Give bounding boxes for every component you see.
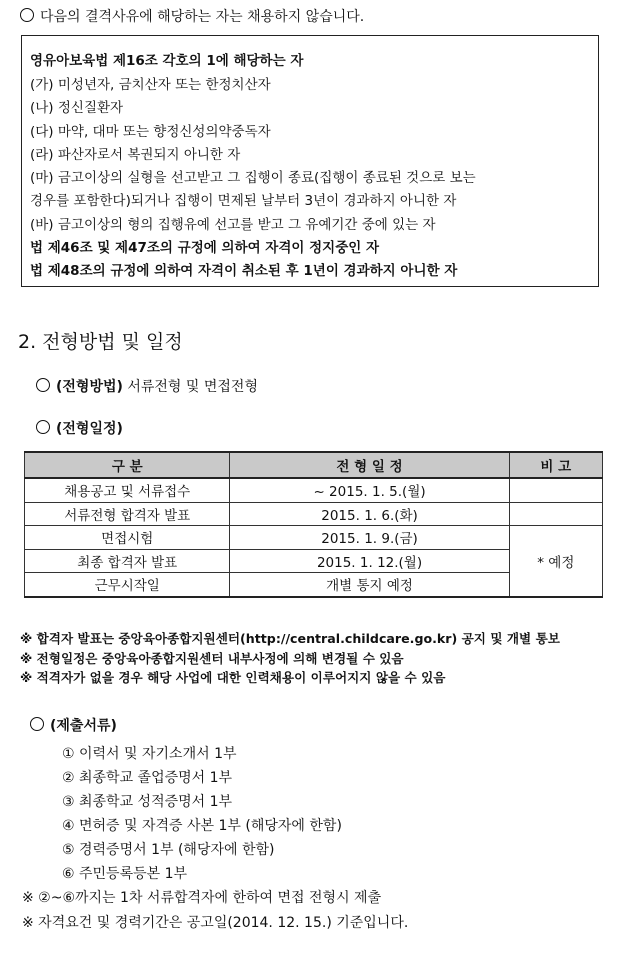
box-item: 경우를 포함한다)되거나 집행이 면제된 날부터 3년이 경과하지 아니한 자 <box>30 193 457 209</box>
box-item: (나) 정신질환자 <box>30 100 124 116</box>
table-cell-date: 2015. 1. 12.(월) <box>230 549 509 573</box>
table-cell-date: 2015. 1. 6.(화) <box>230 502 509 526</box>
method-line <box>36 376 258 396</box>
header-cell: 구 분 <box>25 452 230 478</box>
table-cell-remark <box>509 478 602 502</box>
header-cell: 비 고 <box>509 452 602 478</box>
disqualification-box <box>21 35 599 287</box>
footer-note: ※ ②~⑥까지는 1차 서류합격자에 한하여 면접 전형시 제출 <box>22 890 382 906</box>
table-cell-date: 개별 통지 예정 <box>230 573 509 597</box>
documents-line <box>30 715 117 735</box>
box-law-line: 법 제46조 및 제47조의 규정에 의하여 자격이 정지중인 자 <box>30 240 380 256</box>
schedule-line <box>36 418 123 438</box>
document-item: ③ 최종학교 성적증명서 1부 <box>62 794 233 810</box>
circle-bullet-icon <box>20 8 34 22</box>
table-cell-date: ~ 2015. 1. 5.(월) <box>230 478 509 502</box>
box-item: (마) 금고이상의 실형을 선고받고 그 집행이 종료(집행이 종료된 것으로 보는 <box>30 170 476 186</box>
table-cell-remark <box>509 502 602 526</box>
intro-text: 다음의 결격사유에 해당하는 자는 채용하지 않습니다. <box>40 9 365 25</box>
table-cell-remark: * 예정 <box>509 526 602 597</box>
table-cell-item: 서류전형 합격자 발표 <box>25 502 230 526</box>
document-item: ① 이력서 및 자기소개서 1부 <box>62 746 237 762</box>
section-title: 2. 전형방법 및 일정 <box>18 331 183 353</box>
schedule-label: (전형일정) <box>56 421 123 437</box>
table-row <box>25 478 603 502</box>
note-line: ※ 전형일정은 중앙육아종합지원센터 내부사정에 의해 변경될 수 있음 <box>20 651 404 666</box>
table-cell-date: 2015. 1. 9.(금) <box>230 526 509 550</box>
box-item: (가) 미성년자, 금치산자 또는 한정치산자 <box>30 77 271 93</box>
circle-bullet-icon <box>36 378 50 392</box>
footer-note: ※ 자격요건 및 경력기간은 공고일(2014. 12. 15.) 기준입니다. <box>22 915 409 931</box>
table-row <box>25 502 603 526</box>
document-item: ② 최종학교 졸업증명서 1부 <box>62 770 233 786</box>
table-cell-item: 채용공고 및 서류접수 <box>25 478 230 502</box>
table-cell-item: 면접시험 <box>25 526 230 550</box>
document-item: ⑤ 경력증명서 1부 (해당자에 한함) <box>62 842 275 858</box>
box-item: (다) 마약, 대마 또는 향정신성의약중독자 <box>30 124 271 140</box>
note-line: ※ 적격자가 없을 경우 해당 사업에 대한 인력채용이 이루어지지 않을 수 있음 <box>20 670 446 685</box>
intro-line <box>20 6 364 26</box>
box-law-line: 법 제48조의 규정에 의하여 자격이 취소된 후 1년이 경과하지 아니한 자 <box>30 263 458 279</box>
circle-bullet-icon <box>30 717 44 731</box>
method-text: 서류전형 및 면접전형 <box>127 379 258 395</box>
documents-label: (제출서류) <box>50 718 117 734</box>
box-item: (라) 파산자로서 복권되지 아니한 자 <box>30 147 241 163</box>
table-header-row <box>25 452 603 478</box>
method-label: (전형방법) <box>56 379 123 395</box>
circle-bullet-icon <box>36 420 50 434</box>
box-item: (바) 금고이상의 형의 집행유예 선고를 받고 그 유예기간 중에 있는 자 <box>30 217 436 233</box>
table-row <box>25 526 603 550</box>
header-cell: 전 형 일 정 <box>230 452 509 478</box>
document-item: ④ 면허증 및 자격증 사본 1부 (해당자에 한함) <box>62 818 342 834</box>
note-line: ※ 합격자 발표는 중앙육아종합지원센터(http://central.childcare.go.kr) 공지 및 개별 통보 <box>20 631 560 646</box>
schedule-table <box>24 451 603 598</box>
table-cell-item: 근무시작일 <box>25 573 230 597</box>
document-item: ⑥ 주민등록등본 1부 <box>62 866 188 882</box>
box-heading: 영유아보육법 제16조 각호의 1에 해당하는 자 <box>30 53 304 69</box>
table-cell-item: 최종 합격자 발표 <box>25 549 230 573</box>
